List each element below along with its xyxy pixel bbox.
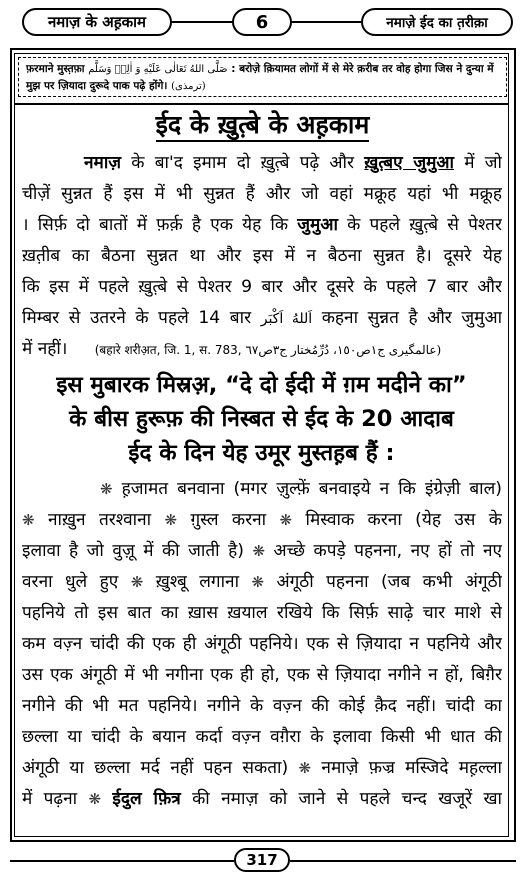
para2-line-2 bbox=[22, 505, 502, 535]
para1-line-1 bbox=[22, 148, 502, 178]
section-title bbox=[0, 110, 525, 140]
para1-term-namaz: नमाज़ bbox=[84, 153, 122, 173]
adab-item: नमाज़े फ़ज्र मस्जिदे मह़ल्ला bbox=[321, 758, 502, 778]
header-rule-right bbox=[292, 21, 361, 23]
adab-item: वरना धुले हुए bbox=[22, 572, 119, 592]
adab-heading-line-1 bbox=[14, 369, 509, 401]
para2-line-1 bbox=[22, 474, 502, 504]
flower-bullet-icon: ❋ bbox=[164, 511, 178, 529]
adab-item: अंगूठी पहनना (जब कभी अंगूठी bbox=[276, 572, 502, 592]
hadith-source: (ترمذی) bbox=[171, 81, 206, 92]
para2-line-8: नगीने की भी मत पहनिये। नगीने के वज़्न की कोई क़ैद नहीं। चांदी का bbox=[22, 696, 502, 716]
para1-line-2: चीज़ें सुन्नत हैं इस में भी सुन्नत हैं और जो वहां मक्रूह यहां भी मक्रूह bbox=[22, 184, 502, 204]
hadith-box bbox=[18, 57, 507, 97]
para1-line-6 bbox=[22, 303, 502, 333]
reference-arabic: عالمگیری ج١ص١٥٠، دُرِّمُختار ج٣ص٦٧) bbox=[245, 343, 442, 357]
para2-line-6: कम वज़्न चांदी की एक ही अंगूठी पहनिये। एक से ज़ियादा न पहनिये और bbox=[22, 634, 502, 654]
para1-text: के पहले ख़ुत़्बे से पेश्तर bbox=[337, 215, 502, 235]
para1-line-5: कि इस में पहले ख़ुत़्बे से पेश्तर 9 बार और दूसरे के पहले 7 बार और bbox=[22, 277, 502, 297]
adab-item: नाख़ुन तरश्वाना bbox=[47, 510, 152, 530]
para1-text: में जो bbox=[454, 153, 502, 173]
footer-rule-left bbox=[10, 860, 234, 862]
para1-line-7 bbox=[22, 334, 502, 364]
hadith-salawat: صَلَّى اللهُ تَعَالٰى عَلَيْهِ وَ اٰلِهٖ وَسَلَّم bbox=[88, 64, 228, 75]
footer-rule-right bbox=[290, 860, 516, 862]
hadith-divider bbox=[14, 103, 509, 105]
chapter-page-number: 6 bbox=[232, 8, 292, 36]
adab-item: इलावा है जो वुज़ू में की जाती है) bbox=[22, 541, 244, 561]
para2-line-10 bbox=[22, 753, 502, 783]
flower-bullet-icon: ❋ bbox=[279, 511, 293, 529]
flower-bullet-icon: ❋ bbox=[251, 573, 265, 591]
flower-bullet-icon: ❋ bbox=[22, 511, 35, 529]
term-eid-ul-fitr: ईदुल फ़ित्र bbox=[112, 789, 181, 809]
para1-term-khutba: ख़ुत़्बए जुमुआ bbox=[364, 153, 454, 173]
adab-item: ख़ुश्बू लगाना bbox=[155, 572, 240, 592]
para1-line-4: ख़त़ीब का बैठना सुन्नत था और इस में न बैठना सुन्नत है। दूसरे येह bbox=[22, 246, 502, 266]
para2-line-3 bbox=[22, 536, 502, 566]
page-number: 317 bbox=[234, 848, 290, 872]
flower-bullet-icon: ❋ bbox=[252, 542, 266, 560]
para2-line-4 bbox=[22, 567, 502, 597]
adab-item: मिस्वाक करना (येह उस के bbox=[305, 510, 502, 530]
header-rule-left bbox=[172, 21, 232, 23]
adab-heading-text: इस मुबारक मिस्रअ़, bbox=[56, 372, 226, 398]
section-title-text: ईद के ख़ुत़्बे के अह़काम bbox=[156, 110, 370, 142]
hadith-text-1: : बरोज़े क़ियामत लोगों में से मेरे क़रीब तर वोह होगा जिस ने दुन्या में bbox=[231, 63, 494, 75]
para1-text: मिम्बर से उतरने के पहले 14 बार bbox=[22, 308, 261, 328]
adab-heading-line-3: ईद के दिन येह उमूर मुस्तह़ब हैं : bbox=[128, 440, 395, 466]
reference-citation: (बहारे शरीअ़त, जि. 1, स. 783, bbox=[94, 343, 246, 357]
adab-heading-line-2: के बीस हुरूफ़ की निस्बत से ईद के 20 आदाब bbox=[69, 406, 454, 432]
adab-item: ग़ुस्ल करना bbox=[190, 510, 267, 530]
adab-heading-quote: “दे दो ईदी में ग़म मदीने का” bbox=[225, 372, 467, 398]
adab-item: में पढ़ना bbox=[22, 789, 78, 809]
flower-bullet-icon: ❋ bbox=[100, 480, 113, 498]
adab-item: की नमाज़ को जाने से पहले चन्द खजूरें खा bbox=[180, 789, 502, 809]
para1-term-jumua: जुमुआ bbox=[297, 215, 338, 235]
chapter-title: नमाज़े ईद का त़रीक़ा bbox=[361, 8, 513, 36]
flower-bullet-icon: ❋ bbox=[298, 759, 312, 777]
para2-line-7: उस एक अंगूठी में भी नगीना एक ही हो, एक से ज़ियादा नगीने न हों, बिग़ैर bbox=[22, 665, 502, 685]
para2-line-11 bbox=[22, 784, 502, 814]
hadith-text-2: मुझ पर ज़ियादा दुरूदे पाक पढ़े होंगे। bbox=[26, 80, 168, 92]
para1-text: के बा'द इमाम दो ख़ुत़्बे पढ़े और bbox=[121, 153, 365, 173]
hadith-label: फ़रमाने मुस्त़फ़ा bbox=[26, 63, 85, 75]
flower-bullet-icon: ❋ bbox=[88, 790, 102, 808]
para1-line-3 bbox=[22, 210, 502, 240]
flower-bullet-icon: ❋ bbox=[130, 573, 144, 591]
para2-line-9: छल्ला या चांदी के बयान कर्दा वज़्न वग़ैरा के इलावा किसी भी धात की bbox=[22, 727, 502, 747]
book-title: नमाज़ के अह़काम bbox=[22, 8, 172, 36]
adab-item: अच्छे कपड़े पहनना, नए हों तो नए bbox=[273, 541, 502, 561]
takbir-arabic: اَللهُ اَكْبَر bbox=[260, 311, 313, 327]
para1-text: में नहीं। bbox=[22, 339, 68, 359]
adab-item: अंगूठी या छल्ला मर्द नहीं पहन सकता) bbox=[22, 758, 289, 778]
para1-text: कहना सुन्नत है और जुमुआ bbox=[312, 308, 502, 328]
adab-item: ह़जामत बनवाना (मगर ज़ुल्फ़ें बनवाइये न कि इंग्रेज़ी बाल) bbox=[121, 479, 502, 499]
para2-line-5: पहनिये तो इस बात का ख़ास ख़याल रखिये कि सिर्फ़ साढ़े चार माशे से bbox=[22, 603, 502, 623]
para1-text: । सिर्फ़ दो बातों में फ़र्क़ है एक येह कि bbox=[22, 215, 298, 235]
